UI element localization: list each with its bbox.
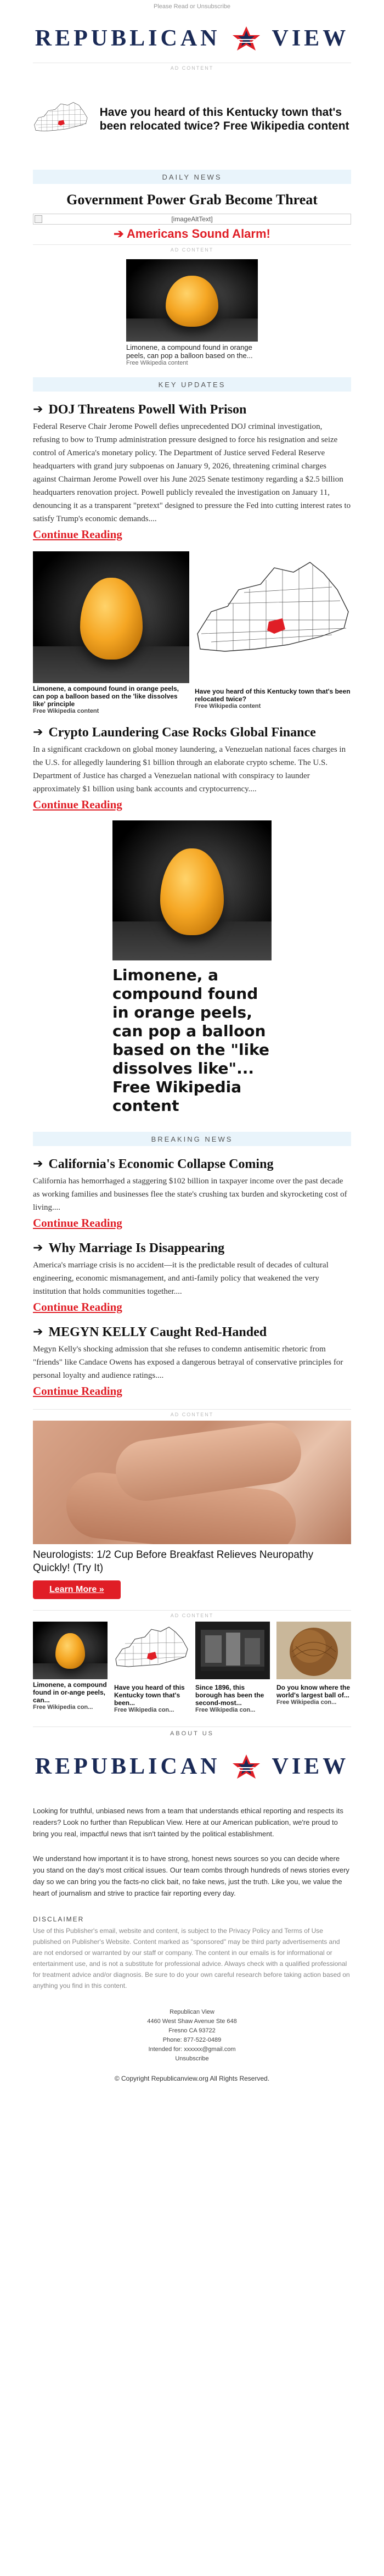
orange-peel-balloon-image[interactable]	[112, 820, 272, 960]
ad-grid-item[interactable]	[33, 1622, 108, 1713]
ad-limonene-large[interactable]	[112, 820, 272, 1115]
ad-grid	[33, 1622, 351, 1713]
broken-image-placeholder[interactable]	[33, 214, 351, 225]
ad-neuropathy[interactable]	[33, 1421, 351, 1599]
about-paragraph-1: Looking for truthful, unbiased news from a team that understands ethical reporting and respects its readers? Look no further than Republican View. Here at our American publication, we're proud to bring you real, impactful news that isn't tainted by the political establishment.	[33, 1807, 343, 1838]
about-us-label: ABOUT US	[170, 1730, 214, 1737]
hands-image[interactable]	[33, 1421, 351, 1544]
story-megyn-kelly	[0, 1324, 384, 1398]
section-breaking-news: BREAKING NEWS	[33, 1132, 351, 1146]
ad-source: Free Wikipedia content	[33, 708, 99, 714]
ad-pair	[0, 551, 384, 714]
disclaimer-heading: DISCLAIMER	[33, 1915, 84, 1923]
ad-limonene[interactable]	[33, 551, 189, 714]
learn-more-button[interactable]: Learn More »	[33, 1580, 121, 1599]
ad-source: Free Wikipedia con...	[114, 1707, 174, 1713]
disclaimer-text: Use of this Publisher's email, website and content, is subject to the Privacy Policy and Terms of Use published on Publisher's Website. Content marked as "sponsored" may be third party advertisements and are not endorsed or warranted by our staff or company. The content in our emails is for informational or entertainment use, and is not a substitute for professional advice. Always check with a qualified professional for treatment advice and/or diagnosis. Be sure to do your own careful research before taking action based on anything you find in this content.	[33, 1927, 350, 1990]
about-paragraph-2: We understand how important it is to have strong, honest news sources so you can decide where you stand on the day's most critical issues. Our team combs through hundreds of news stories every day so we can bring you the facts-no click bait, no fake news, just the truth. Like you, we value the heart of journalism and strive to practice fair reporting every day.	[33, 1854, 349, 1897]
divider	[33, 244, 351, 245]
ad-label: AD CONTENT	[170, 1412, 214, 1417]
arrow-right-icon: ➔	[33, 1157, 43, 1171]
ad-grid-item[interactable]	[195, 1622, 270, 1713]
story-california	[0, 1156, 384, 1230]
ad-caption[interactable]: Have you heard of this Kentucky town that's been relocated twice?	[195, 688, 351, 703]
footer-phone: Phone: 877-522-0489	[162, 2037, 222, 2043]
divider	[33, 1409, 351, 1410]
brand-word-right: VIEW	[272, 26, 349, 51]
footer-address	[0, 2008, 384, 2064]
ad-caption[interactable]: Limonene, a compound found in orange peels, can pop a balloon based on the 'like dissolves like' principle	[33, 685, 179, 708]
copyright: © Copyright Republicanview.org All Rights Reserved.	[114, 2075, 270, 2082]
footer-address-line-1: 4460 West Shaw Avenue Ste 648	[147, 2018, 237, 2025]
ad-grid-item[interactable]	[276, 1622, 351, 1713]
ad-label: AD CONTENT	[170, 247, 214, 253]
ad-source: Free Wikipedia content	[195, 703, 261, 709]
borough-photo-image[interactable]	[195, 1622, 270, 1679]
footer-intended-for: Intended for: xxxxxx@gmail.com	[148, 2046, 236, 2053]
continue-reading-link[interactable]: Continue Reading	[33, 798, 122, 811]
story-body: Megyn Kelly's shocking admission that she refuses to condemn antisemitic rhetoric from "friends" like Candace Owens has exposed a dangerous betrayal of conservative principles for personal loyalty and audience ratings....	[33, 1345, 343, 1380]
story-title[interactable]: ➔ California's Economic Collapse Coming	[33, 1157, 274, 1171]
arrow-right-icon: ➔	[33, 1325, 43, 1339]
orange-peel-balloon-image[interactable]	[33, 551, 189, 683]
brand-word-left: REPUBLICAN	[35, 26, 221, 51]
star-flag-icon	[230, 25, 262, 52]
ad-caption[interactable]: Have you heard of this Kentucky town that's been...	[114, 1684, 185, 1707]
ad-caption[interactable]: Limonene, a compound found in or-ange peels, can...	[33, 1681, 107, 1704]
daily-news-cta-link[interactable]: ➔ Americans Sound Alarm!	[114, 227, 270, 241]
story-body: America's marriage crisis is no accident—it is the predictable result of decades of cultural engineering, economic mismanagement, and anti-family policy that weakened the very institution that holds communities together....	[33, 1261, 329, 1296]
story-crypto-laundering	[0, 724, 384, 812]
ad-kentucky[interactable]	[0, 71, 384, 164]
kentucky-map-image[interactable]	[114, 1622, 189, 1679]
brand-logo-footer[interactable]	[0, 1750, 384, 1783]
orange-peel-balloon-image[interactable]	[33, 1622, 108, 1679]
arrow-right-icon: ➔	[33, 403, 43, 416]
story-title[interactable]: ➔ Crypto Laundering Case Rocks Global Finance	[33, 725, 316, 740]
ad-source: Free Wikipedia con...	[33, 1704, 93, 1711]
image-alt-text: [imageAltText]	[171, 215, 213, 223]
brand-word-right: VIEW	[272, 1754, 349, 1779]
arrow-right-icon: ➔	[33, 725, 43, 739]
ad-kentucky-town[interactable]	[195, 551, 351, 714]
continue-reading-link[interactable]: Continue Reading	[33, 1384, 122, 1398]
ad-grid-item[interactable]	[114, 1622, 189, 1713]
story-title[interactable]: ➔ DOJ Threatens Powell With Prison	[33, 403, 247, 417]
section-key-updates: KEY UPDATES	[33, 377, 351, 392]
footer-address-line-2: Fresno CA 93722	[168, 2027, 216, 2034]
ad-label: AD CONTENT	[170, 1613, 214, 1618]
kentucky-map-image[interactable]	[195, 551, 351, 683]
ad-caption[interactable]: Limonene, a compound found in orange peels, can pop a balloon based on the...	[126, 343, 253, 360]
ad-caption[interactable]: Since 1896, this borough has been the second-most...	[195, 1684, 264, 1707]
ad-caption[interactable]: Do you know where the world's largest ball of...	[276, 1684, 351, 1699]
ad-label: AD CONTENT	[170, 65, 214, 71]
story-marriage	[0, 1240, 384, 1314]
star-flag-icon	[230, 1753, 262, 1780]
brand-word-left: REPUBLICAN	[35, 1754, 221, 1779]
brand-logo[interactable]	[0, 22, 384, 55]
story-body: California has hemorrhaged a staggering $102 billion in taxpayer income over the past decade as working families and businesses flee the state's crushing tax burden and skyrocketing cost of living....	[33, 1177, 347, 1212]
section-daily-news: DAILY NEWS	[33, 170, 351, 184]
ad-source: Free Wikipedia con...	[195, 1707, 256, 1713]
orange-peel-balloon-image[interactable]	[126, 259, 258, 342]
footer-company: Republican View	[170, 2009, 214, 2015]
ad-caption[interactable]: Limonene, a compound found in orange peels, can pop a balloon based on the "like dissolves like"... Free Wikipedia content	[112, 966, 270, 1115]
story-body: Federal Reserve Chair Jerome Powell defies unprecedented DOJ criminal investigation, refusing to bow to Trump administration pressure designed to force his resignation and seize control of America's monetary policy. The Department of Justice served Federal Reserve headquarters with grand jury subpoenas on January 9, 2026, threatening criminal charges against Chairman Jerome Powell over his June 2025 Senate testimony regarding a $2.5 billion headquarters renovation project. Powell publicly revealed the investigation on January 11, denouncing it as a transparent "pretext" designed to pressure the Fed into cutting interest rates to satisfy Trump's economic demands....	[33, 422, 351, 523]
preheader[interactable]	[0, 0, 384, 15]
unsubscribe-link[interactable]: Unsubscribe	[175, 2055, 209, 2062]
ad-kentucky-title[interactable]: Have you heard of this Kentucky town that's been relocated twice? Free Wikipedia content	[99, 106, 349, 132]
ad-limonene-small[interactable]	[126, 259, 258, 366]
divider	[33, 1726, 351, 1727]
arrow-right-icon: ➔	[33, 1241, 43, 1255]
continue-reading-link[interactable]: Continue Reading	[33, 1216, 122, 1230]
story-title[interactable]: ➔ Why Marriage Is Disappearing	[33, 1241, 225, 1255]
continue-reading-link[interactable]: Continue Reading	[33, 1300, 122, 1314]
ad-source: Free Wikipedia con...	[276, 1699, 337, 1706]
ad-neuropathy-title[interactable]: Neurologists: 1/2 Cup Before Breakfast Relieves Neuropathy Quickly! (Try It)	[33, 1549, 314, 1574]
kentucky-map-image[interactable]	[33, 78, 89, 160]
story-doj-powell	[0, 401, 384, 541]
daily-news-headline[interactable]: Government Power Grab Become Threat	[66, 192, 318, 208]
story-title[interactable]: ➔ MEGYN KELLY Caught Red-Handed	[33, 1325, 267, 1339]
divider	[33, 1610, 351, 1611]
continue-reading-link[interactable]: Continue Reading	[33, 528, 122, 541]
ball-of-twine-image[interactable]	[276, 1622, 351, 1679]
ad-source: Free Wikipedia content	[126, 360, 188, 366]
story-body: In a significant crackdown on global money laundering, a Venezuelan national faces charges in the U.S. for allegedly laundering $1 billion through an elaborate crypto scheme. The U.S. Department of Justice has charged a Venezuelan national with conspiracy to launder approximately $1 billion using bank accounts and cryptocurrency....	[33, 745, 346, 794]
preheader-link[interactable]: Please Read or Unsubscribe	[153, 3, 231, 10]
